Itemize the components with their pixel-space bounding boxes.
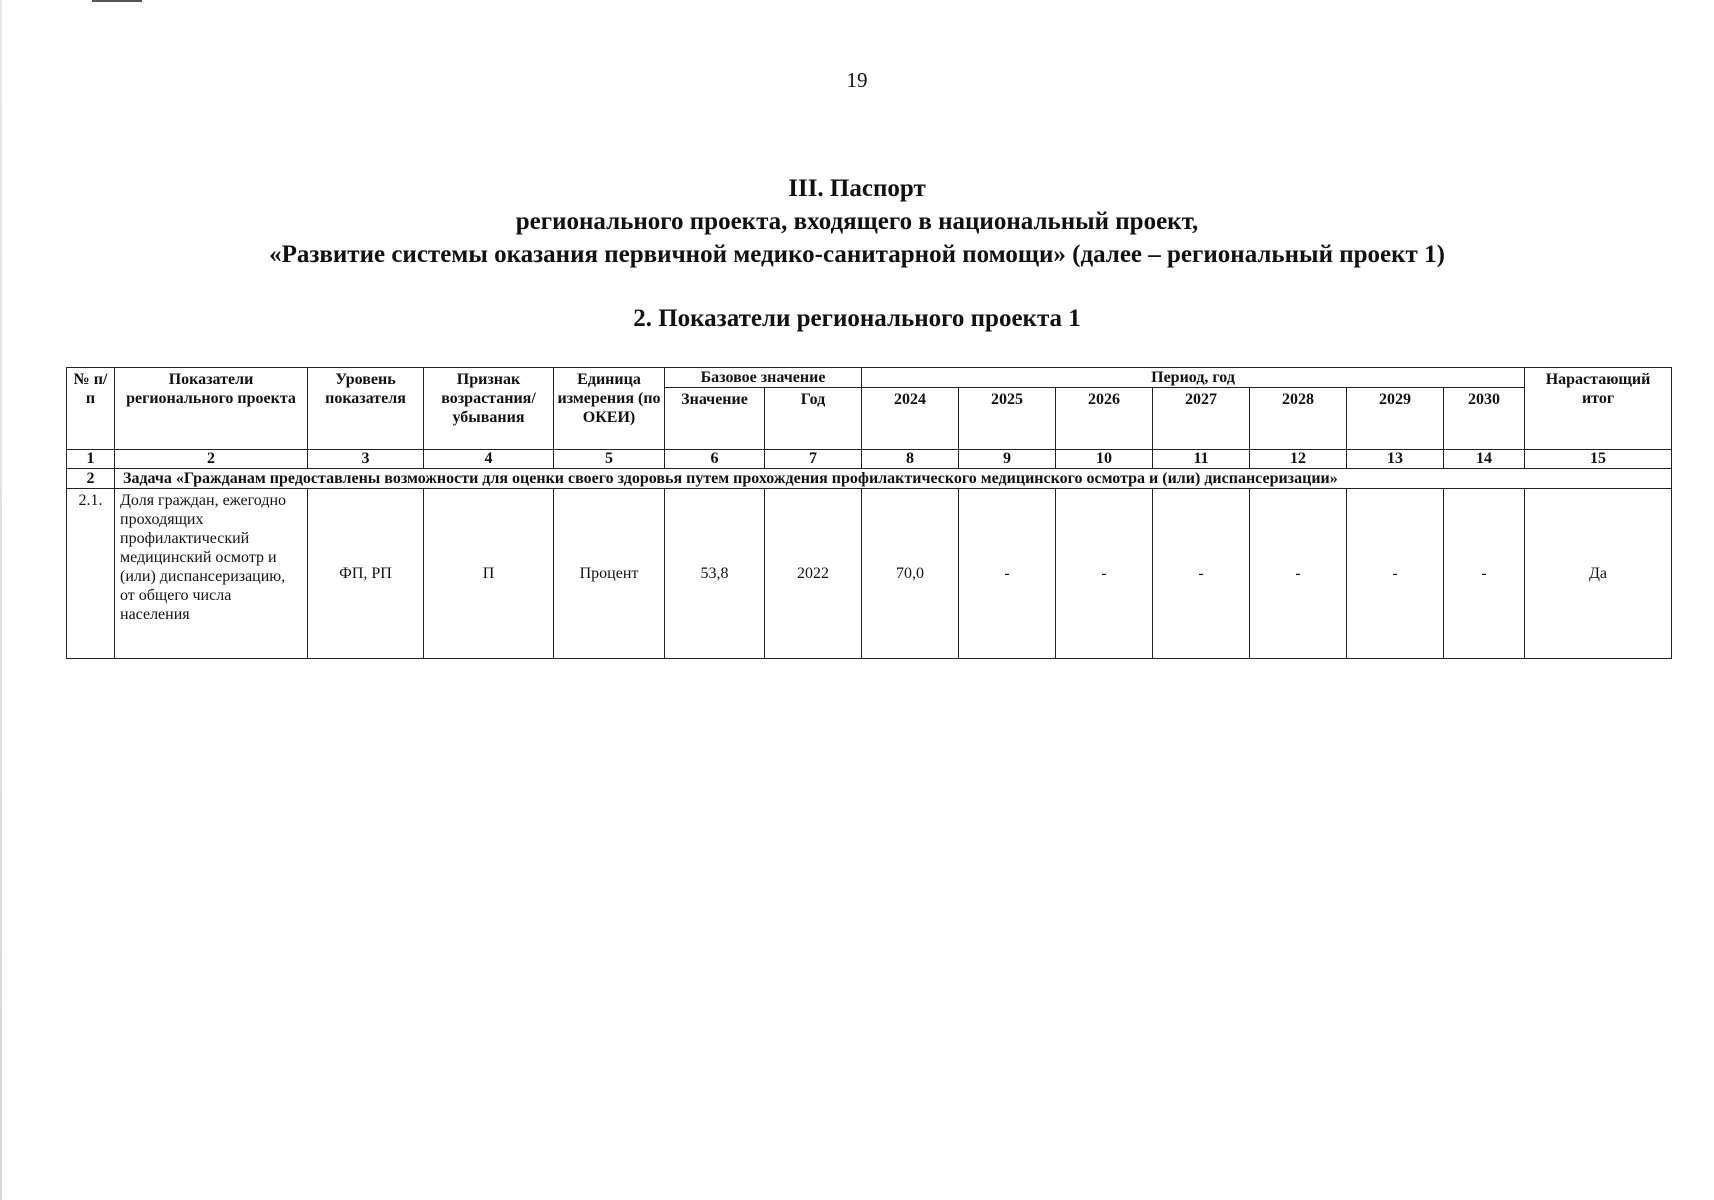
value-2030: - (1444, 489, 1525, 659)
indicator-level: ФП, РП (308, 489, 424, 659)
title-line-1: III. Паспорт (788, 175, 926, 202)
column-number: 2 (115, 450, 308, 469)
header-indicator: Показатели регионального проекта (115, 368, 308, 450)
header-num: № п/п (67, 368, 115, 450)
header-base-year: Год (765, 388, 862, 450)
header-year-2025: 2025 (959, 388, 1056, 450)
column-number: 14 (1444, 450, 1525, 469)
header-row-1 (67, 368, 1672, 388)
header-trend: Признак возрастания/ убывания (424, 368, 554, 450)
base-year: 2022 (765, 489, 862, 659)
table-row (67, 489, 1672, 659)
value-2027: - (1153, 489, 1250, 659)
title-line-2: регионального проекта, входящего в национальный проект, (515, 208, 1199, 235)
value-2025: - (959, 489, 1056, 659)
cumulative-value: Да (1525, 489, 1672, 659)
header-unit: Единица измерения (по ОКЕИ) (554, 368, 665, 450)
base-value: 53,8 (665, 489, 765, 659)
indicator-trend: П (424, 489, 554, 659)
column-number: 15 (1525, 450, 1672, 469)
column-number: 13 (1347, 450, 1444, 469)
scan-mark (92, 0, 142, 2)
column-number: 9 (959, 450, 1056, 469)
header-period: Период, год (862, 368, 1525, 388)
task-text: Задача «Гражданам предоставлены возможности для оценки своего здоровья путем прохождения профилактического медицинского осмотра и (или) диспансеризации» (115, 469, 1672, 489)
title-line-3: «Развитие системы оказания первичной медико-санитарной помощи» (далее – региональный проект 1) (269, 241, 1445, 268)
indicator-name: Доля граждан, ежегодно проходящих профилактический медицинский осмотр и (или) диспансеризацию, от общего числа населения (115, 489, 308, 659)
header-base: Базовое значение (665, 368, 862, 388)
document-title (0, 172, 1714, 271)
indicator-unit: Процент (554, 489, 665, 659)
header-level: Уровень показателя (308, 368, 424, 450)
value-2029: - (1347, 489, 1444, 659)
header-year-2027: 2027 (1153, 388, 1250, 450)
column-number: 6 (665, 450, 765, 469)
row-number: 2.1. (67, 489, 115, 659)
value-2024: 70,0 (862, 489, 959, 659)
header-year-2024: 2024 (862, 388, 959, 450)
header-year-2028: 2028 (1250, 388, 1347, 450)
header-year-2026: 2026 (1056, 388, 1153, 450)
column-number: 1 (67, 450, 115, 469)
page-number: 19 (846, 68, 868, 92)
section-title: 2. Показатели регионального проекта 1 (633, 305, 1081, 332)
column-number: 10 (1056, 450, 1153, 469)
header-year-2029: 2029 (1347, 388, 1444, 450)
header-cumulative: Нарастающий итог (1525, 368, 1672, 450)
header-year-2030: 2030 (1444, 388, 1525, 450)
column-number: 12 (1250, 450, 1347, 469)
column-number: 4 (424, 450, 554, 469)
value-2026: - (1056, 489, 1153, 659)
column-number: 3 (308, 450, 424, 469)
column-number: 5 (554, 450, 665, 469)
value-2028: - (1250, 489, 1347, 659)
column-number: 8 (862, 450, 959, 469)
column-number: 11 (1153, 450, 1250, 469)
column-number: 7 (765, 450, 862, 469)
header-base-value: Значение (665, 388, 765, 450)
task-row (67, 469, 1672, 489)
task-number: 2 (67, 469, 115, 489)
column-number-row (67, 450, 1672, 469)
indicators-table (66, 367, 1672, 659)
